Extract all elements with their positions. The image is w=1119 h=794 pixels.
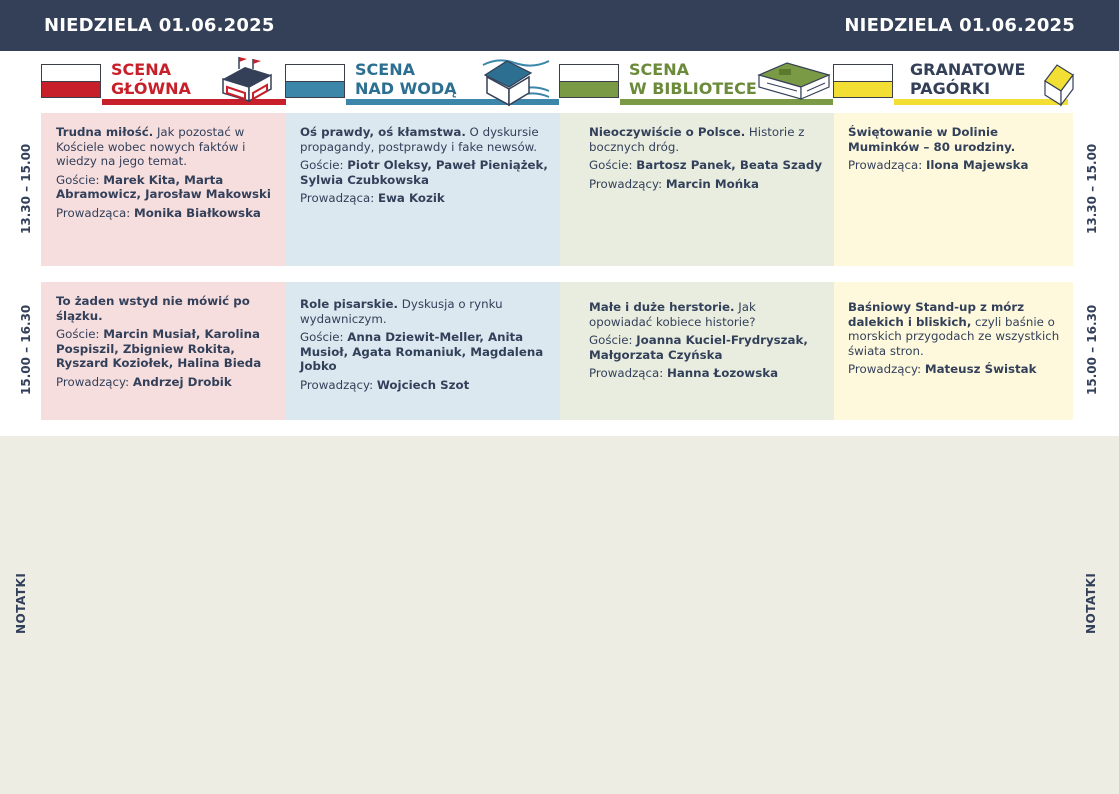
flag-red-white (41, 64, 101, 98)
event-card (41, 282, 285, 420)
event-title: Małe i duże herstorie. Jak opowiadać kobiece historie? (589, 300, 756, 329)
event-title: Oś prawdy, oś kłamstwa. O dyskursie propagandy, postprawdy i fake newsów. (300, 125, 539, 154)
stage-header-pagorki (833, 55, 1073, 107)
flag-blue-white (285, 64, 345, 98)
event-host: Prowadząca: Monika Białkowska (56, 205, 261, 220)
event-host: Prowadzący: Wojciech Szot (300, 377, 470, 392)
event-card (834, 113, 1073, 266)
event-guests: Goście: Anna Dziewit-Meller, Anita Musioł, Agata Romaniuk, Magdalena Jobko (300, 330, 544, 373)
notes-label-left: NOTATKI (14, 572, 28, 634)
pavilion-icon (481, 55, 553, 107)
event-card (285, 282, 560, 420)
time-slot-1-left: 13.30 – 15.00 (19, 143, 33, 234)
event-title: Świętowanie w Dolinie Muminków – 80 urodziny. (848, 125, 1016, 154)
event-host: Prowadząca: Hanna Łozowska (589, 366, 779, 380)
event-title: To żaden wstyd nie mówić po ślązku. (56, 294, 250, 323)
event-guests: Goście: Marcin Musiał, Karolina Pospiszil, Zbigniew Rokita, Ryszard Kozioł​ek, Halina Bieda (56, 327, 262, 370)
stage-header-biblioteka (559, 55, 834, 107)
event-host: Prowadzący: Mateusz Świstak (848, 362, 1037, 376)
event-title: Trudna miłość. Jak pozostać w Kościele wobec nowych faktów i wiedzy na jego temat. (56, 125, 246, 168)
event-card (560, 282, 834, 420)
event-host: Prowadząca: Ilona Majewska (848, 158, 1029, 172)
event-guests: Goście: Bartosz Panek, Beata Szady (589, 158, 823, 172)
stage-header-woda (285, 55, 560, 107)
notes-label-right: NOTATKI (1084, 572, 1098, 634)
event-guests: Goście: Marek Kita, Marta Abramowicz, Jarosław Makowski (56, 172, 271, 201)
date-left: NIEDZIELA 01.06.2025 (44, 15, 275, 36)
date-right: NIEDZIELA 01.06.2025 (844, 15, 1075, 36)
event-title: Nieoczywiście o Polsce. Historie z bocznych dróg. (589, 125, 805, 154)
event-card (560, 113, 834, 266)
event-card (834, 282, 1073, 420)
event-card (41, 113, 285, 266)
header-bar (0, 0, 1119, 51)
tent-icon (215, 55, 287, 107)
event-guests: Goście: Piotr Oleksy, Paweł Pieniążek, Sylwia Czubkowska (300, 158, 548, 187)
event-guests: Goście: Joanna Kuciel-Frydryszak, Małgorzata Czyńska (589, 333, 808, 362)
time-slot-2-left: 15.00 – 16.30 (19, 304, 33, 395)
notes-area (0, 436, 1119, 794)
stage-title-woda: SCENA NAD WODĄ (355, 60, 457, 98)
time-slot-1-right: 13.30 – 15.00 (1085, 143, 1099, 234)
event-host: Prowadzący: Andrzej Drobik (56, 374, 232, 389)
stage-title-biblioteka: SCENA W BIBLIOTECE (629, 60, 757, 98)
event-host: Prowadzący: Marcin Mońka (589, 176, 759, 191)
stage-title-glowna: SCENA GŁÓWNA (111, 60, 191, 98)
event-title: Baśniowy Stand-up z mórz dalekich i bliskich, czyli baśnie o morskich przygodach ze wszystkich świata stron. (848, 300, 1060, 358)
library-building-icon (757, 59, 831, 105)
event-card (285, 113, 560, 266)
flag-green-white (559, 64, 619, 98)
yellow-tent-icon (1041, 61, 1077, 107)
event-title: Role pisarskie. Dyskusja o rynku wydawniczym. (300, 297, 503, 326)
event-host: Prowadząca: Ewa Kozik (300, 191, 445, 205)
stage-header-glowna (41, 55, 286, 107)
time-slot-2-right: 15.00 – 16.30 (1085, 304, 1099, 395)
stage-title-pagorki: GRANATOWE PAGÓRKI (910, 60, 1026, 98)
flag-yellow-white (833, 64, 893, 98)
